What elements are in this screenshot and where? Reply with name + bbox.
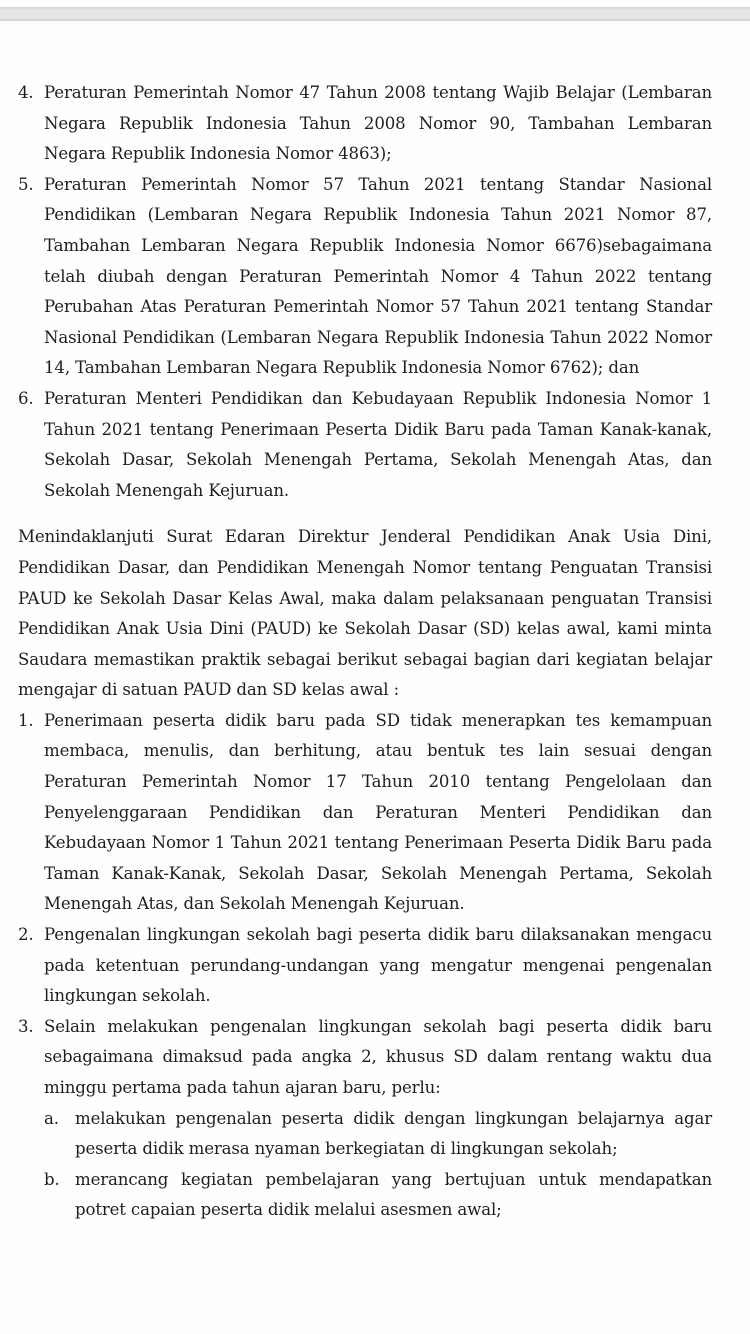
sub-item-a (44, 1104, 712, 1165)
practice-item-2 (18, 920, 712, 1012)
reference-item-4 (18, 78, 712, 170)
list-number: 5. (18, 174, 34, 194)
reference-text: Peraturan Menteri Pendidikan dan Kebudayaan Republik Indonesia Nomor 1 Tahun 2021 tentang Penerimaan Peserta Didik Baru pada Taman Kanak-kanak, Sekolah Dasar, Sekolah Menengah Pertama, Sekolah Menengah Atas, dan Sekolah Menengah Kejuruan. (44, 388, 712, 500)
list-number: 3. (18, 1016, 34, 1036)
scroll-top-bar (0, 7, 750, 21)
list-number: 4. (18, 83, 34, 102)
list-number: 6. (18, 388, 34, 408)
reference-item-6 (18, 384, 712, 506)
practice-item-1 (18, 706, 712, 920)
practice-text: Penerimaan peserta didik baru pada SD tidak menerapkan tes kemampuan membaca, menulis, dan berhitung, atau bentuk tes lain sesuai dengan Peraturan Pemerintah Nomor 17 Tahun 2010 tentang Pengelolaan dan Penyelenggaraan Pendidikan dan Peraturan Menteri Pendidikan dan Kebudayaan Nomor 1 Tahun 2021 tentang Penerimaan Peserta Didik Baru pada Taman Kanak-Kanak, Sekolah Dasar, Sekolah Menengah Pertama, Sekolah Menengah Atas, dan Sekolah Menengah Kejuruan. (44, 710, 712, 914)
list-number: 2. (18, 925, 34, 945)
practice-sub-list (44, 1104, 712, 1226)
practice-item-3 (18, 1012, 712, 1226)
sub-list-letter: a. (44, 1108, 59, 1128)
sub-item-text: merancang kegiatan pembelajaran yang bertujuan untuk mendapatkan potret capaian peserta didik melalui asesmen awal; (75, 1169, 712, 1220)
sub-list-letter: b. (44, 1169, 60, 1189)
practices-list (18, 706, 712, 1226)
practice-text: Selain melakukan pengenalan lingkungan sekolah bagi peserta didik baru sebagaimana dimaksud pada angka 2, khusus SD dalam rentang waktu dua minggu pertama pada tahun ajaran baru, perlu: (44, 1016, 712, 1097)
document-page (18, 78, 712, 1226)
reference-item-5 (18, 170, 712, 384)
sub-item-b (44, 1165, 712, 1226)
legal-references-list (18, 78, 712, 506)
reference-text: Peraturan Pemerintah Nomor 47 Tahun 2008 tentang Wajib Belajar (Lembaran Negara Republik Indonesia Tahun 2008 Nomor 90, Tambahan Lembaran Negara Republik Indonesia Nomor 4863); (44, 83, 712, 164)
list-number: 1. (18, 710, 34, 730)
reference-text: Peraturan Pemerintah Nomor 57 Tahun 2021 tentang Standar Nasional Pendidikan (Lembaran Negara Republik Indonesia Tahun 2021 Nomor 87, Tambahan Lembaran Negara Republik Indonesia Nomor 6676)sebagaimana telah diubah dengan Peraturan Pemerintah Nomor 4 Tahun 2022 tentang Perubahan Atas Peraturan Pemerintah Nomor 57 Tahun 2021 tentang Standar Nasional Pendidikan (Lembaran Negara Republik Indonesia Tahun 2022 Nomor 14, Tambahan Lembaran Negara Republik Indonesia Nomor 6762); dan (44, 174, 712, 378)
sub-item-text: melakukan pengenalan peserta didik dengan lingkungan belajarnya agar peserta didik merasa nyaman berkegiatan di lingkungan sekolah; (75, 1108, 712, 1159)
practice-text: Pengenalan lingkungan sekolah bagi peserta didik baru dilaksanakan mengacu pada ketentuan perundang-undangan yang mengatur mengenai pengenalan lingkungan sekolah. (44, 925, 712, 1006)
intro-paragraph: Menindaklanjuti Surat Edaran Direktur Jenderal Pendidikan Anak Usia Dini, Pendidikan Dasar, dan Pendidikan Menengah Nomor tentang Penguatan Transisi PAUD ke Sekolah Dasar Kelas Awal, maka dalam pelaksanaan penguatan Transisi Pendidikan Anak Usia Dini (PAUD) ke Sekolah Dasar (SD) kelas awal, kami minta Saudara memastikan praktik sebagai berikut sebagai bagian dari kegiatan belajar mengajar di satuan PAUD dan SD kelas awal : (18, 527, 712, 700)
